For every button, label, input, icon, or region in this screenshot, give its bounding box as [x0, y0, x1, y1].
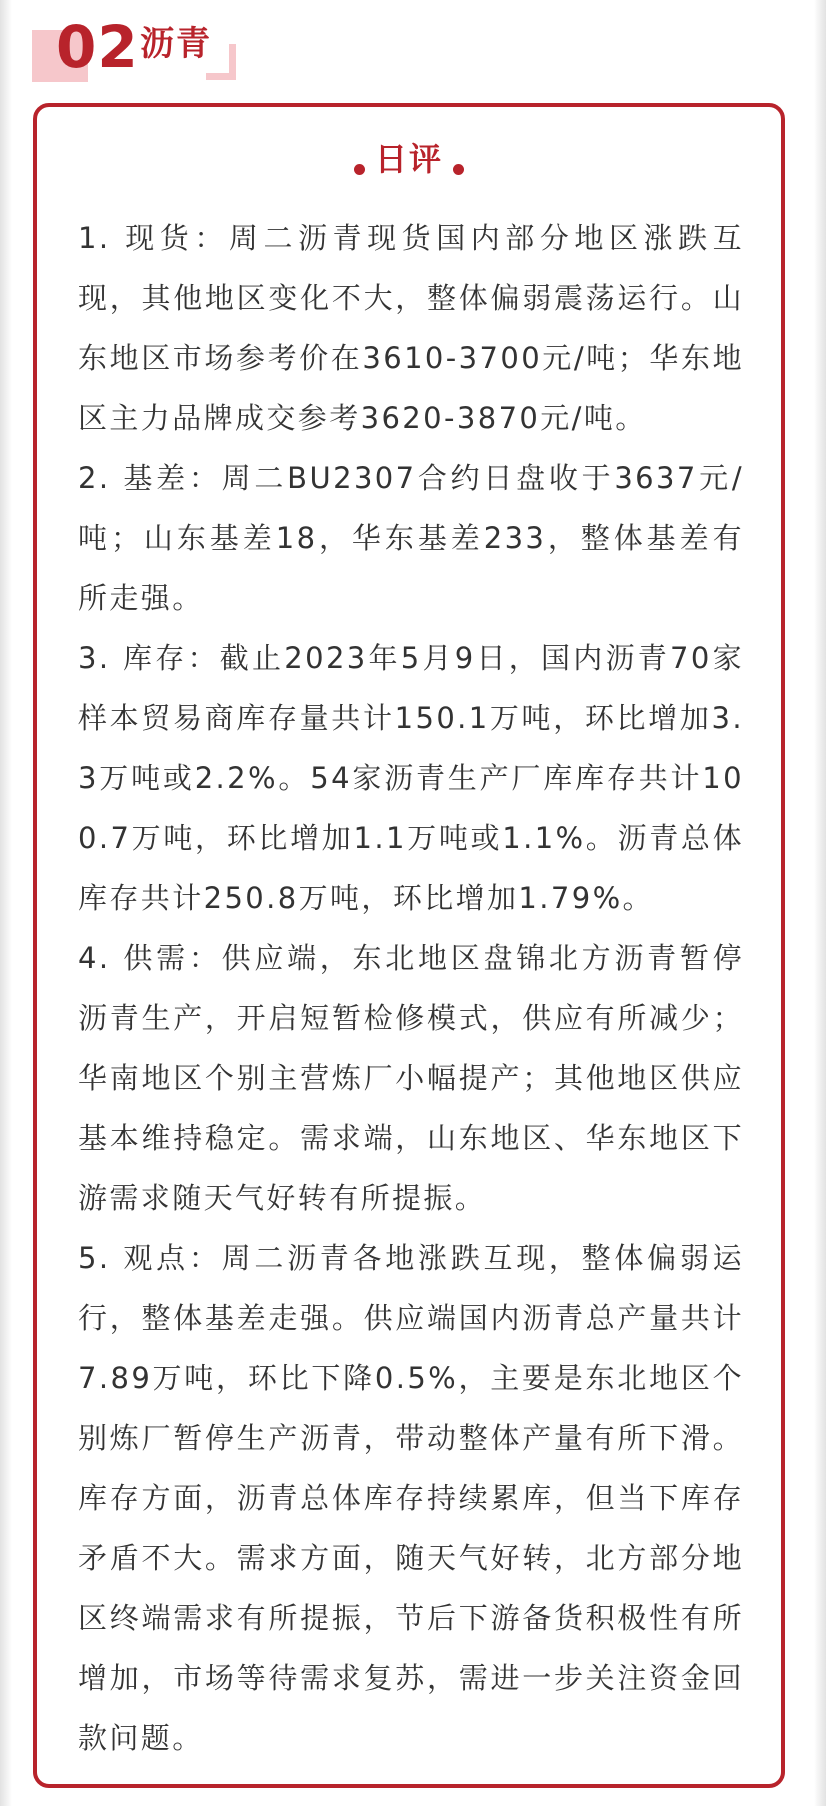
section-header — [30, 8, 250, 88]
paragraph-spot: 1. 现货：周二沥青现货国内部分地区涨跌互现，其他地区变化不大，整体偏弱震荡运行。山东地区市场参考价在3610-3700元/吨；华东地区主力品牌成交参考3620-3870元/吨。 — [78, 221, 744, 435]
section-title: 沥青 — [140, 24, 212, 64]
paragraph-inventory: 3. 库存：截止2023年5月9日，国内沥青70家样本贸易商库存量共计150.1万吨，环比增加3.3万吨或2.2%。54家沥青生产厂库库存共计100.7万吨，环比增加1.1万吨或1.1%。沥青总体库存共计250.8万吨，环比增加1.79%。 — [78, 641, 744, 915]
corner-bracket-decoration — [206, 44, 236, 80]
paragraph-basis: 2. 基差：周二BU2307合约日盘收于3637元/吨；山东基差18，华东基差233，整体基差有所走强。 — [78, 461, 744, 615]
commentary-card — [33, 103, 785, 1788]
page-edge-right — [814, 0, 826, 1806]
card-heading — [37, 137, 781, 187]
card-body — [78, 208, 744, 1768]
section-number: 02 — [56, 13, 139, 81]
paragraph-viewpoint: 5. 观点：周二沥青各地涨跌互现，整体偏弱运行，整体基差走强。供应端国内沥青总产量共计7.89万吨，环比下降0.5%，主要是东北地区个别炼厂暂停生产沥青，带动整体产量有所下滑。库存方面，沥青总体库存持续累库，但当下库存矛盾不大。需求方面，随天气好转，北方部分地区终端需求有所提振，节后下游备货积极性有所增加，市场等待需求复苏，需进一步关注资金回款问题。 — [78, 1241, 744, 1755]
paragraph-supply-demand: 4. 供需：供应端，东北地区盘锦北方沥青暂停沥青生产，开启短暂检修模式，供应有所减少；华南地区个别主营炼厂小幅提产；其他地区供应基本维持稳定。需求端，山东地区、华东地区下游需求随天气好转有所提振。 — [78, 941, 744, 1215]
heading-dot-left-icon — [354, 164, 365, 175]
page-edge-left — [0, 0, 12, 1806]
heading-dot-right-icon — [453, 164, 464, 175]
card-heading-text: 日评 — [374, 140, 443, 178]
